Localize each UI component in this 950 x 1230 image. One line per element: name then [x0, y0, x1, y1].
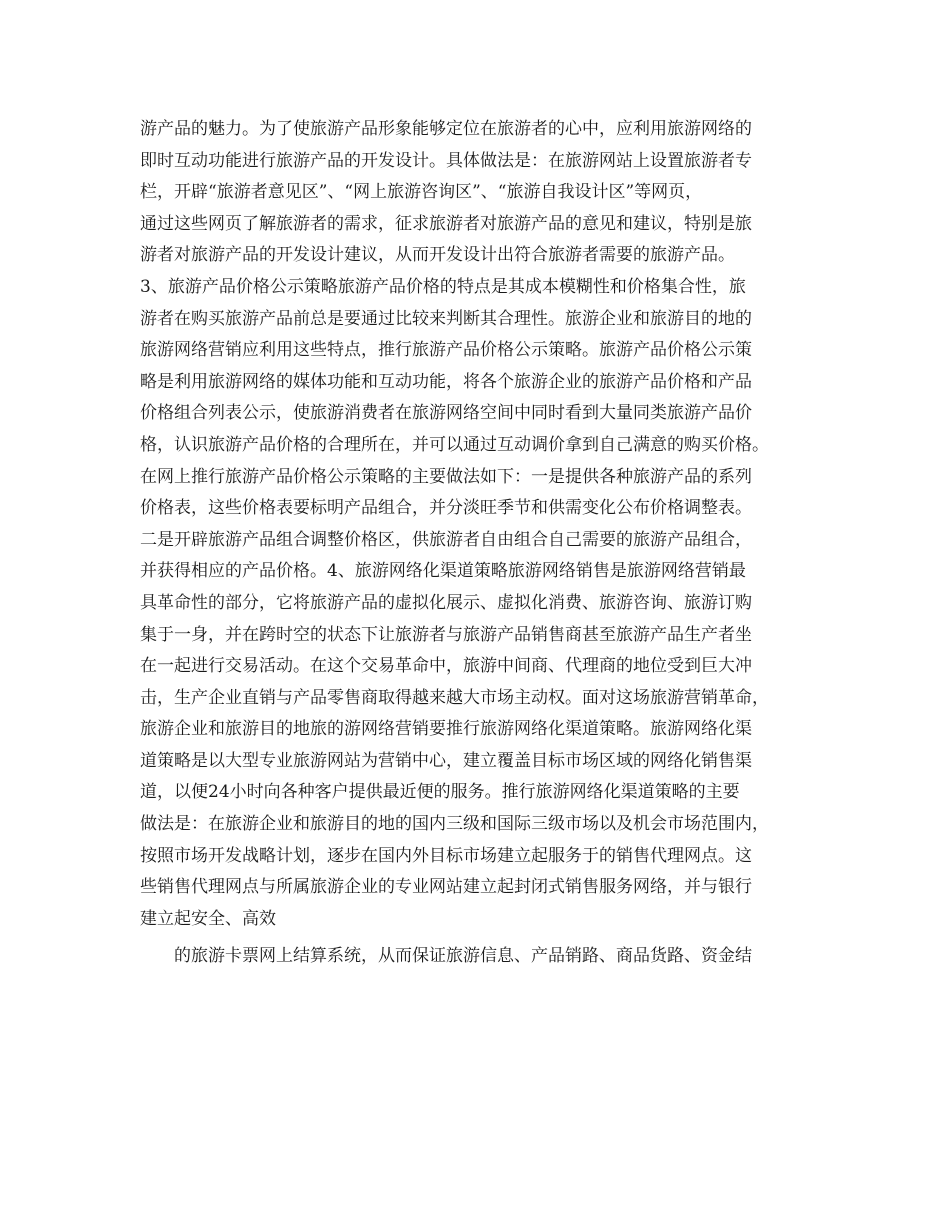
text-line: 价格表，这些价格表要标明产品组合，并分淡旺季节和供需变化公布价格调整表。	[140, 498, 752, 519]
text-line: 按照市场开发战略计划，逐步在国内外目标市场建立起服务于的销售代理网点。这	[140, 845, 752, 866]
document-body	[140, 114, 830, 973]
text-line: 即时互动功能进行旅游产品的开发设计。具体做法是：在旅游网站上设置旅游者专	[140, 150, 752, 171]
text-line: 在一起进行交易活动。在这个交易革命中，旅游中间商、代理商的地位受到巨大冲	[140, 656, 752, 677]
text-line: 游者在购买旅游产品前总是要通过比较来判断其合理性。旅游企业和旅游目的地的	[140, 308, 752, 329]
text-line: 在网上推行旅游产品价格公示策略的主要做法如下：一是提供各种旅游产品的系列	[140, 466, 752, 487]
text-line: 集于一身，并在跨时空的状态下让旅游者与旅游产品销售商甚至旅游产品生产者坐	[140, 624, 752, 645]
text-line: 具革命性的部分，它将旅游产品的虚拟化展示、虚拟化消费、旅游咨询、旅游订购	[140, 592, 752, 613]
text-line: 通过这些网页了解旅游者的需求，征求旅游者对旅游产品的意见和建议，特别是旅	[140, 213, 752, 234]
text-line: 游产品的魅力。为了使旅游产品形象能够定位在旅游者的心中，应利用旅游网络的	[140, 119, 752, 139]
paragraph-start-line: 的旅游卡票网上结算系统，从而保证旅游信息、产品销路、商品货路、资金结	[174, 946, 752, 967]
text-line: 游者对旅游产品的开发设计建议，从而开发设计出符合旅游者需要的旅游产品。	[140, 245, 735, 266]
text-line: 格，认识旅游产品价格的合理所在，并可以通过互动调价拿到自己满意的购买价格。	[140, 434, 769, 455]
text-line: 道，以便24小时向各种客户提供最近便的服务。推行旅游网络化渠道策略的主要	[140, 782, 740, 803]
text-line: 击，生产企业直销与产品零售商取得越来越大市场主动权。面对这场旅游营销革命，	[140, 687, 769, 708]
text-line: 栏，开辟“旅游者意见区”、“网上旅游咨询区”、“旅游自我设计区”等网页，	[140, 182, 703, 203]
text-line: 做法是：在旅游企业和旅游目的地的国内三级和国际三级市场以及机会市场范围内，	[140, 814, 769, 835]
text-line: 些销售代理网点与所属旅游企业的专业网站建立起封闭式销售服务网络，并与银行	[140, 877, 752, 898]
text-line: 3、旅游产品价格公示策略旅游产品价格的特点是其成本模糊性和价格集合性，旅	[140, 276, 746, 297]
text-line: 建立起安全、高效	[140, 908, 276, 929]
text-line: 旅游网络营销应利用这些特点，推行旅游产品价格公示策略。旅游产品价格公示策	[140, 340, 752, 361]
text-line: 道策略是以大型专业旅游网站为营销中心，建立覆盖目标市场区域的网络化销售渠	[140, 750, 752, 771]
text-line: 价格组合列表公示，使旅游消费者在旅游网络空间中同时看到大量同类旅游产品价	[140, 403, 752, 424]
text-line: 旅游企业和旅游目的地旅的游网络营销要推行旅游网络化渠道策略。旅游网络化渠	[140, 719, 752, 740]
text-line: 二是开辟旅游产品组合调整价格区，供旅游者自由组合自己需要的旅游产品组合，	[140, 529, 752, 550]
text-line: 略是利用旅游网络的媒体功能和互动功能，将各个旅游企业的旅游产品价格和产品	[140, 371, 752, 392]
text-line: 并获得相应的产品价格。4、旅游网络化渠道策略旅游网络销售是旅游网络营销最	[140, 561, 746, 582]
